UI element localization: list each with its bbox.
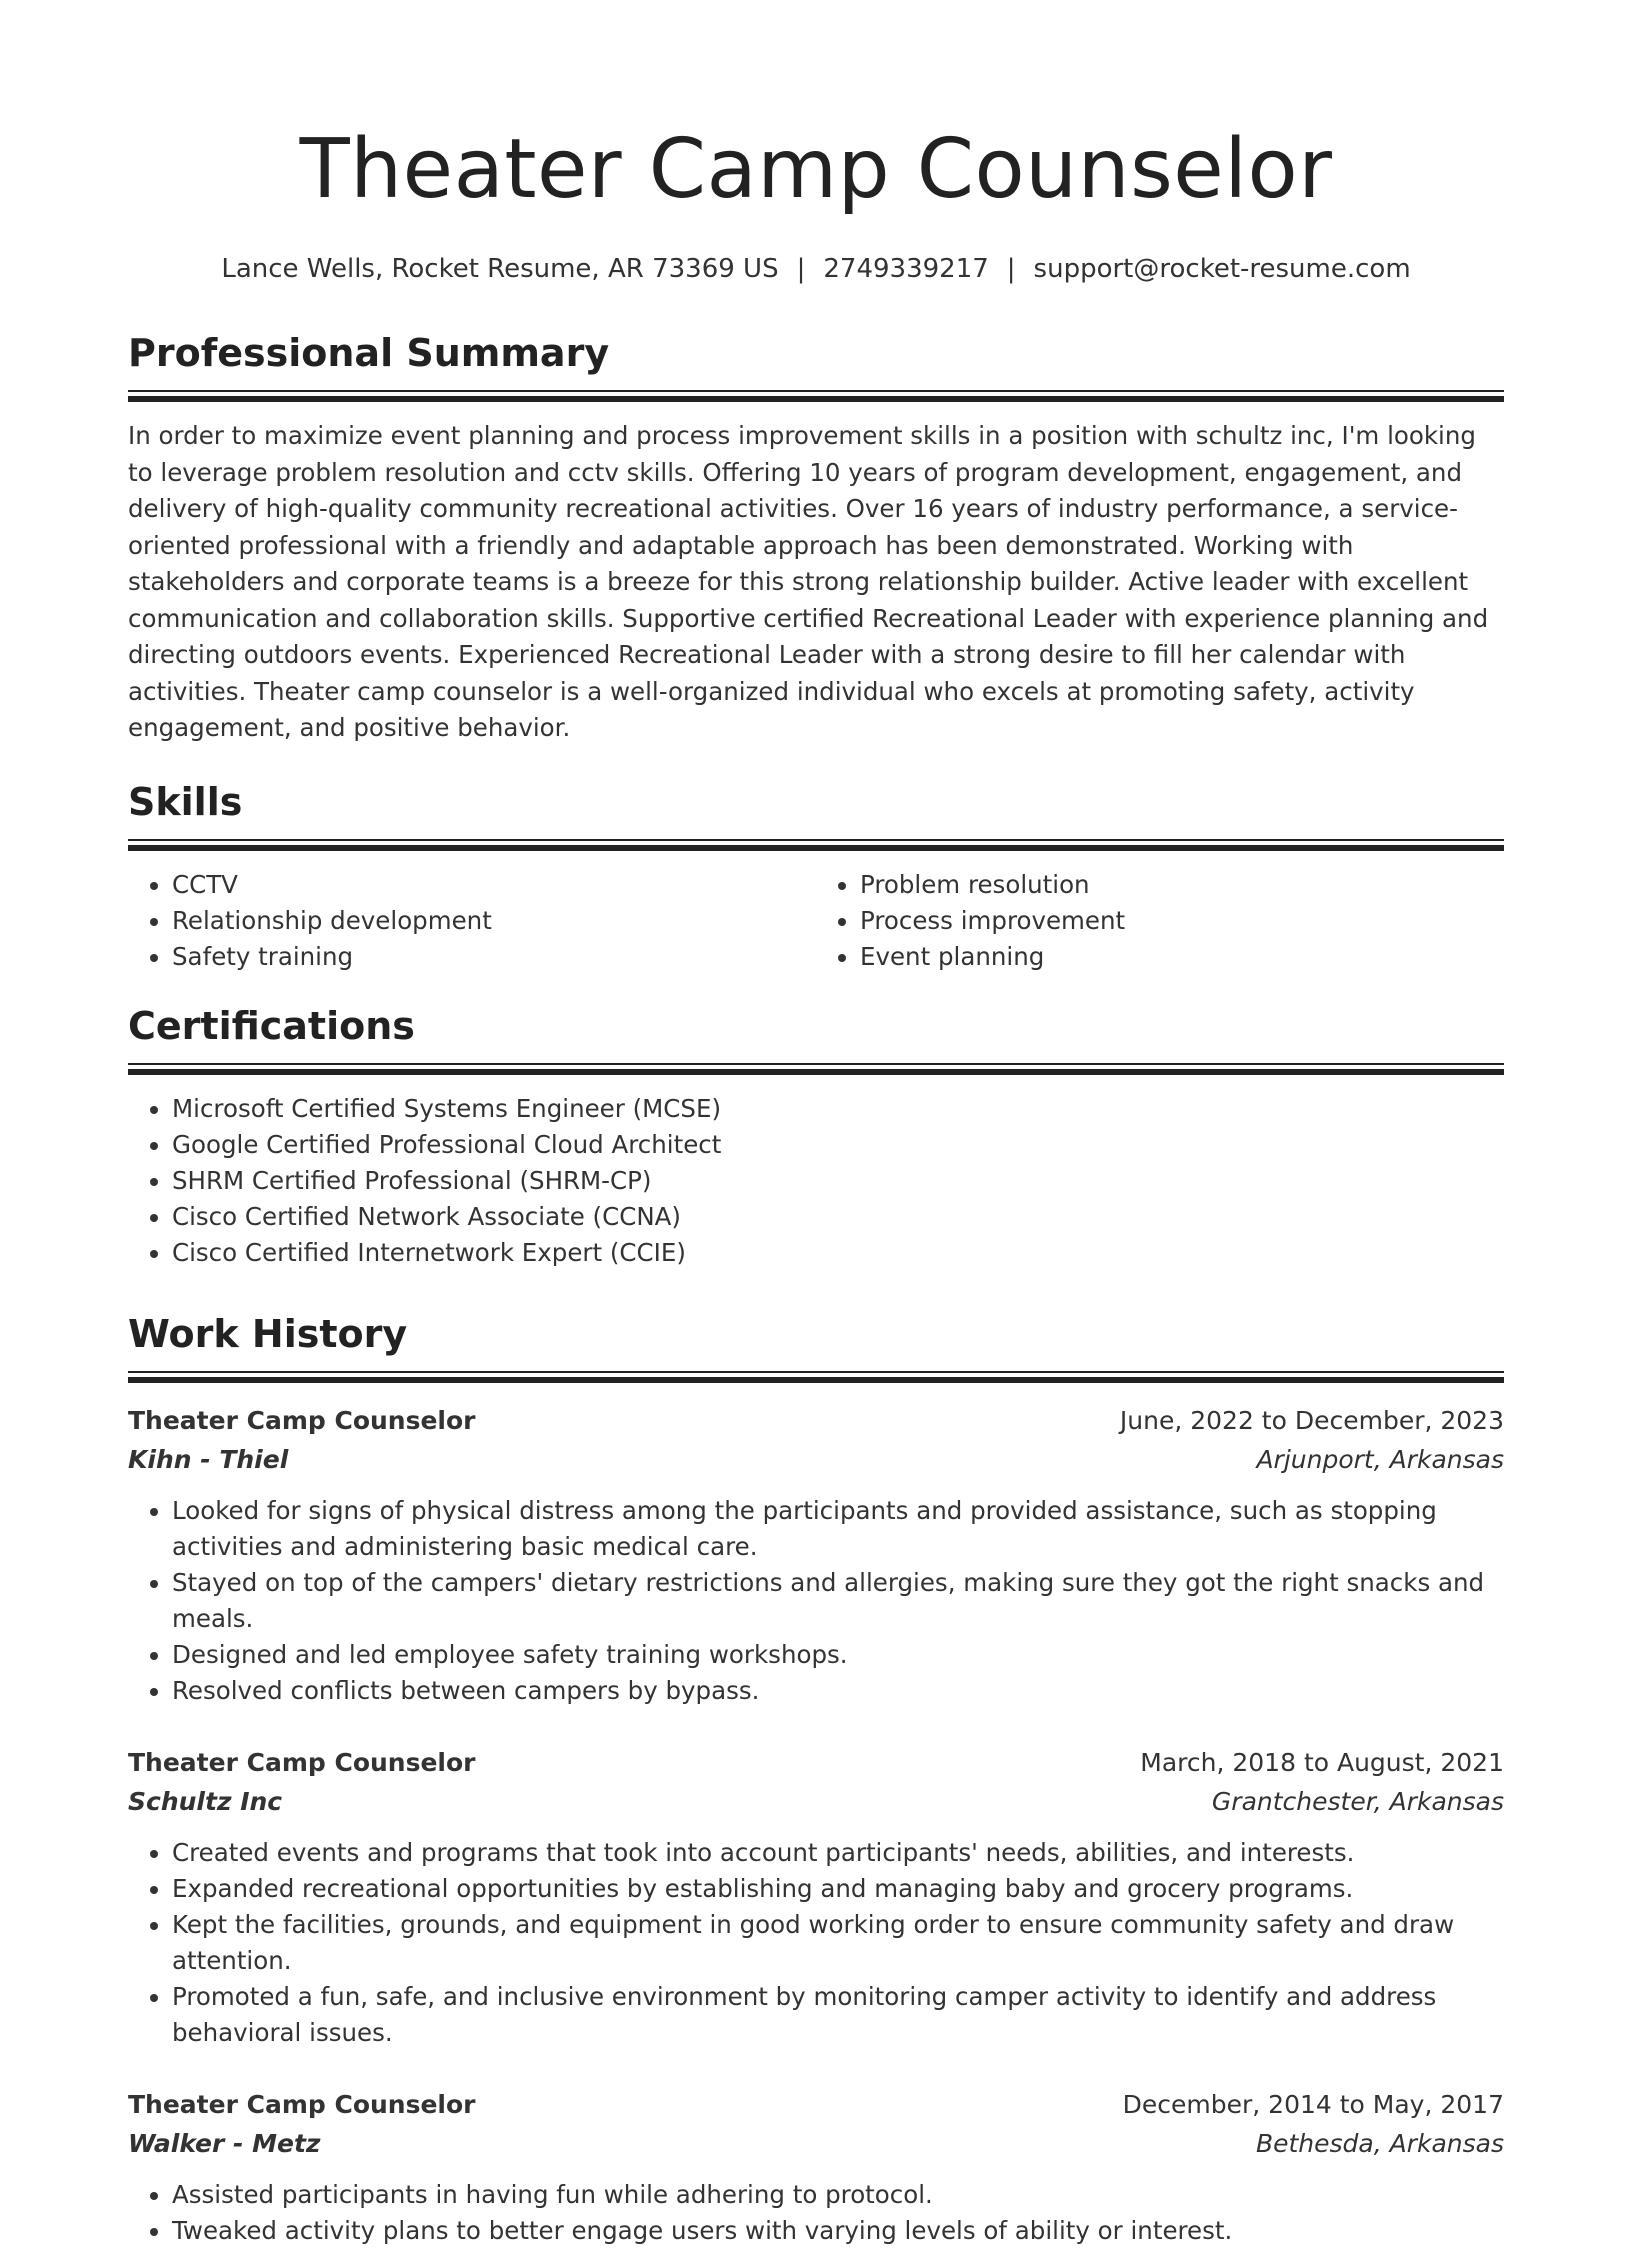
contact-address: Lance Wells, Rocket Resume, AR 73369 US [221,254,779,284]
job-bullet: • Promoted a fun, safe, and inclusive environment by monitoring camper activity to identify and address behavioral issues. [172,1979,1504,2051]
job-bullet: • Expanded recreational opportunities by establishing and managing baby and grocery programs. [172,1871,1504,1907]
job-bullet: • Resolved conflicts between campers by bypass. [172,1673,1504,1709]
job-bullets [128,1835,1504,2051]
job-bullet: • Stayed on top of the campers' dietary restrictions and allergies, making sure they got the right snacks and meals. [172,1565,1504,1637]
job-bullets [128,2177,1504,2249]
contact-phone: 2749339217 [823,254,989,284]
job-company-row [128,1440,1504,1479]
job-location: Arjunport, Arkansas [1256,1444,1504,1474]
skills-list-left [128,867,816,975]
job-header-row [128,2085,1504,2124]
job-bullet: • Assisted participants in having fun while adhering to protocol. [172,2177,1504,2213]
certification-item: • Cisco Certified Internetwork Expert (CCIE) [172,1235,1504,1271]
job-entry [128,2085,1504,2249]
work-history-section [128,1309,1504,2249]
skills-list-right [816,867,1504,975]
job-entry [128,1401,1504,1709]
skills-heading: Skills [128,779,243,824]
job-bullets [128,1493,1504,1709]
job-company: Kihn - Thiel [128,1444,289,1474]
skills-section [128,777,1504,975]
contact-line [128,254,1504,284]
certification-item: • Microsoft Certified Systems Engineer (MCSE) [172,1091,1504,1127]
resume-title: Theater Camp Counselor [299,122,1333,217]
work-history-heading: Work History [128,1311,408,1356]
job-company: Schultz Inc [128,1786,283,1816]
certifications-section [128,1001,1504,1271]
skill-item: • Relationship development [172,903,816,939]
skill-item: • Event planning [860,939,1504,975]
job-company-row [128,1782,1504,1821]
job-company: Walker - Metz [128,2128,321,2158]
skill-item: • Process improvement [860,903,1504,939]
job-header-row [128,1743,1504,1782]
job-title: Theater Camp Counselor [128,1747,476,1777]
job-location: Bethesda, Arkansas [1255,2128,1504,2158]
job-entry [128,1743,1504,2051]
job-dates: March, 2018 to August, 2021 [1140,1747,1504,1777]
skill-item: • Safety training [172,939,816,975]
job-title: Theater Camp Counselor [128,2089,476,2119]
certifications-list [128,1091,1504,1271]
summary-heading: Professional Summary [128,331,610,375]
certification-item: • Cisco Certified Network Associate (CCNA) [172,1199,1504,1235]
job-bullet: • Looked for signs of physical distress among the participants and provided assistance, such as stopping activities and administering basic medical care. [172,1493,1504,1565]
summary-text: In order to maximize event planning and process improvement skills in a position with schultz inc, I'm looking to leverage problem resolution and cctv skills. Offering 10 years of program development, engagement, and delivery of high-quality community recreational activities. Over 16 years of industry performance, a service-oriented professional with a friendly and adaptable approach has been demonstrated. Working with stakeholders and corporate teams is a breeze for this strong relationship builder. Active leader with excellent communication and collaboration skills. Supportive certified Recreational Leader with experience planning and directing outdoors events. Experienced Recreational Leader with a strong desire to fill her calendar with activities. Theater camp counselor is a well-organized individual who excels at promoting safety, activity engagement, and positive behavior. [128,421,1489,742]
section-divider [128,1063,1504,1075]
section-divider [128,390,1504,402]
skill-item: • CCTV [172,867,816,903]
job-header-row [128,1401,1504,1440]
job-bullet: • Created events and programs that took into account participants' needs, abilities, and interests. [172,1835,1504,1871]
job-dates: December, 2014 to May, 2017 [1122,2089,1504,2119]
contact-separator: | [1006,254,1016,284]
job-location: Grantchester, Arkansas [1211,1786,1504,1816]
certification-item: • SHRM Certified Professional (SHRM-CP) [172,1163,1504,1199]
section-divider [128,1371,1504,1383]
skills-grid [128,867,1504,975]
certification-item: • Google Certified Professional Cloud Architect [172,1127,1504,1163]
summary-section [128,328,1504,747]
job-company-row [128,2124,1504,2163]
section-divider [128,839,1504,851]
contact-separator: | [796,254,806,284]
job-bullet: • Tweaked activity plans to better engage users with varying levels of ability or interest. [172,2213,1504,2249]
skill-item: • Problem resolution [860,867,1504,903]
certifications-heading: Certifications [128,1003,415,1048]
contact-email[interactable]: support@rocket-resume.com [1033,254,1411,284]
job-bullet: • Kept the facilities, grounds, and equipment in good working order to ensure community safety and draw attention. [172,1907,1504,1979]
job-bullet: • Designed and led employee safety training workshops. [172,1637,1504,1673]
job-title: Theater Camp Counselor [128,1405,476,1435]
job-dates: June, 2022 to December, 2023 [1119,1405,1504,1435]
